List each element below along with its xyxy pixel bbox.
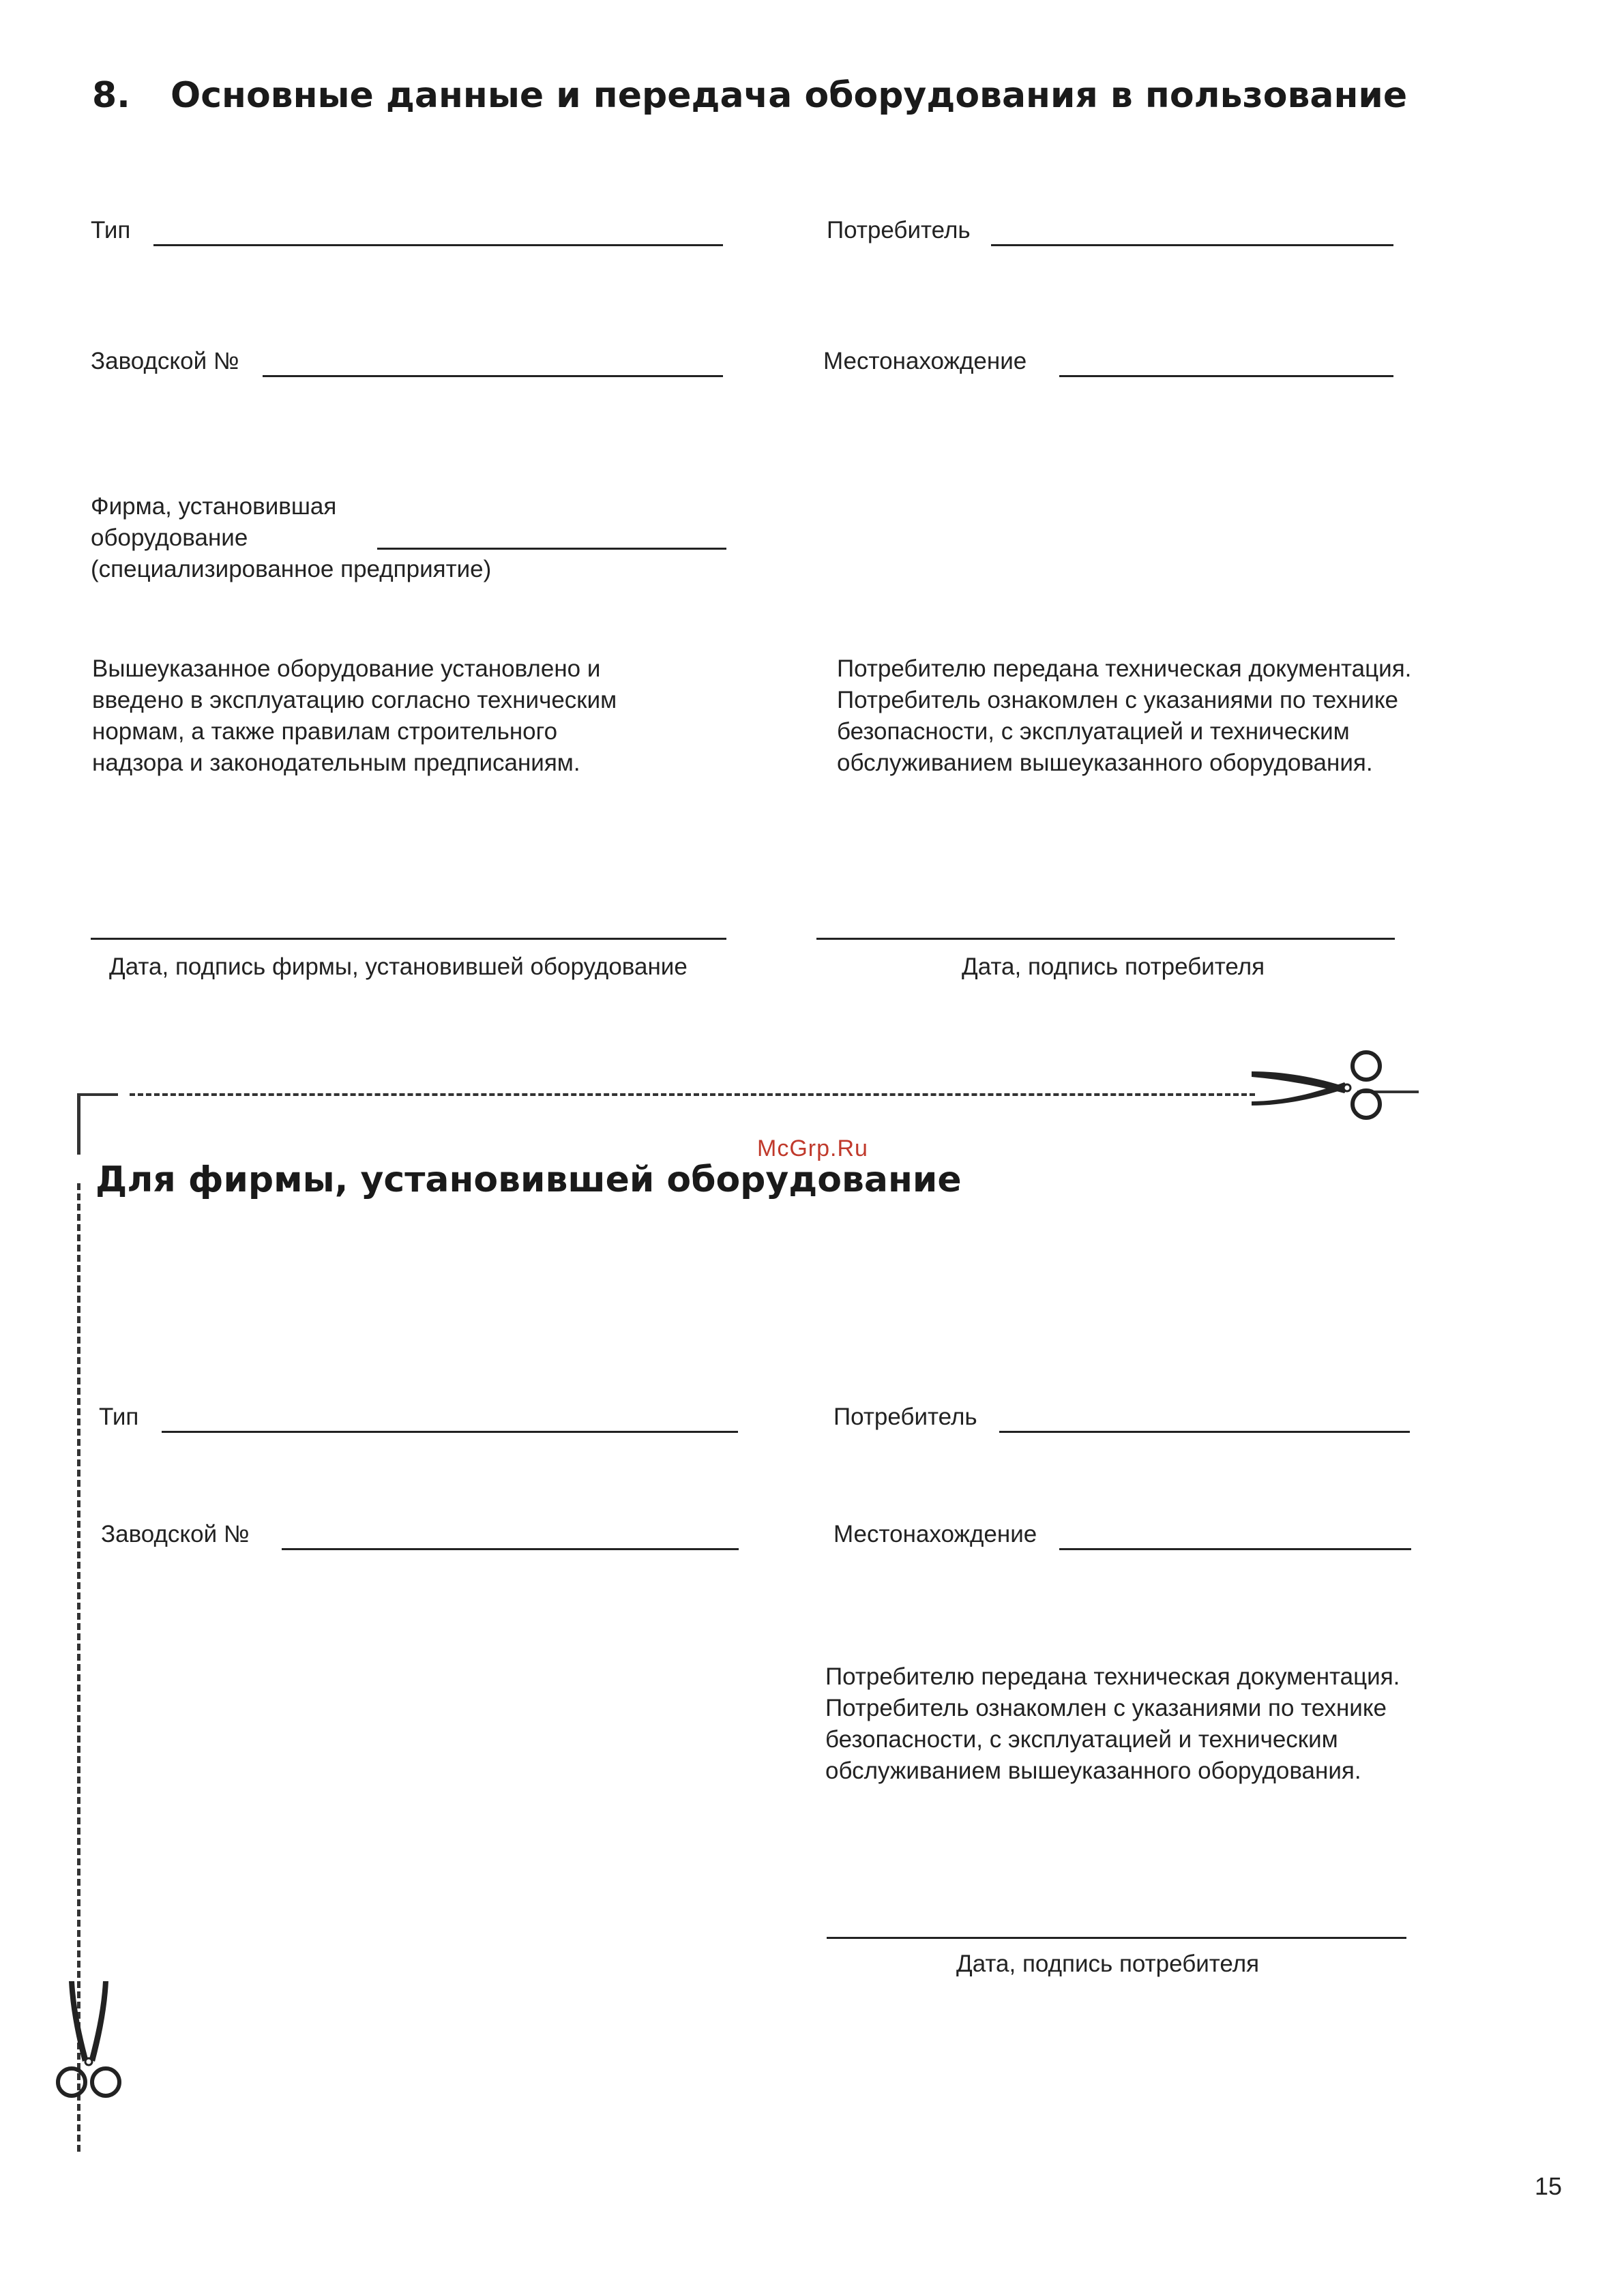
location-field-copy[interactable] bbox=[1059, 1548, 1411, 1550]
page-number: 15 bbox=[1535, 2172, 1563, 2200]
location-label-copy: Местонахождение bbox=[833, 1521, 1037, 1547]
type-label: Тип bbox=[91, 217, 131, 243]
watermark: McGrp.Ru bbox=[757, 1136, 868, 1161]
installer-firm-label: Фирма, установившая оборудование (специализированное предприятие) bbox=[91, 493, 492, 582]
handover-statement-copy: Потребителю передана техническая документация. Потребитель ознакомлен с указаниями по технике безопасности, с эксплуатацией и техническим обслуживанием вышеуказанного оборудования. bbox=[825, 1663, 1400, 1784]
cut-corner bbox=[77, 1093, 118, 1096]
handover-statement: Потребителю передана техническая документация. Потребитель ознакомлен с указаниями по технике безопасности, с эксплуатацией и техническим обслуживанием вышеуказанного оборудования. bbox=[837, 655, 1412, 776]
type-field[interactable] bbox=[153, 244, 723, 246]
consumer-signature-caption-copy: Дата, подпись потребителя bbox=[956, 1951, 1260, 1977]
installation-statement: Вышеуказанное оборудование установлено и введено в эксплуатацию согласно техническим нормам, а также правилам строительного надзора и законодательным предписаниям. bbox=[92, 655, 617, 776]
consumer-field-copy[interactable] bbox=[999, 1431, 1410, 1433]
location-label: Местонахождение bbox=[823, 348, 1027, 374]
section-number: 8. bbox=[92, 75, 130, 116]
serial-number-label: Заводской № bbox=[91, 348, 239, 374]
cut-line-horizontal bbox=[130, 1093, 1255, 1096]
type-field-copy[interactable] bbox=[162, 1431, 738, 1433]
scissors-vertical-icon bbox=[51, 1981, 126, 2101]
serial-number-field-copy[interactable] bbox=[282, 1548, 739, 1550]
serial-number-field[interactable] bbox=[263, 375, 723, 377]
serial-number-label-copy: Заводской № bbox=[101, 1521, 250, 1547]
installer-firm-field[interactable] bbox=[377, 548, 726, 550]
cut-corner-vertical bbox=[77, 1093, 80, 1155]
section-title bbox=[92, 75, 1407, 116]
installer-copy-title: Для фирмы, установившей оборудование bbox=[95, 1159, 962, 1200]
consumer-field[interactable] bbox=[991, 244, 1393, 246]
scissors-icon bbox=[1252, 1047, 1388, 1122]
firm-signature-line[interactable] bbox=[91, 938, 726, 940]
consumer-signature-line[interactable] bbox=[816, 938, 1395, 940]
consumer-label: Потребитель bbox=[827, 217, 971, 243]
section-title-text: Основные данные и передача оборудования в пользование bbox=[171, 75, 1408, 116]
consumer-label-copy: Потребитель bbox=[833, 1404, 977, 1430]
location-field[interactable] bbox=[1059, 375, 1393, 377]
consumer-signature-line-copy[interactable] bbox=[827, 1937, 1406, 1939]
type-label-copy: Тип bbox=[99, 1404, 139, 1430]
firm-signature-caption: Дата, подпись фирмы, установившей оборудование bbox=[109, 953, 688, 980]
consumer-signature-caption: Дата, подпись потребителя bbox=[962, 953, 1265, 980]
